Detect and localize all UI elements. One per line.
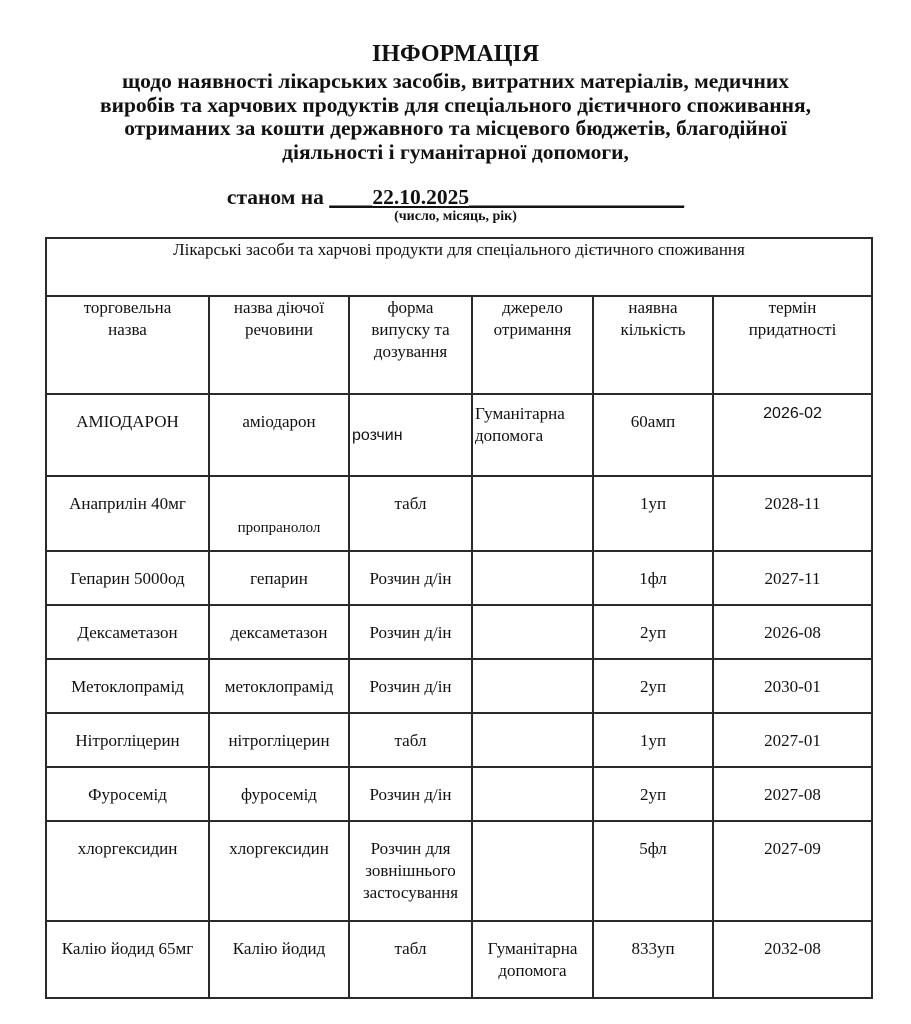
column-header-expiry: термін придатності: [713, 296, 872, 394]
table-row: [46, 767, 872, 821]
column-header-substance: назва діючої речовини: [209, 296, 349, 394]
cell-substance: Калію йодид: [209, 921, 349, 998]
cell-trade-name: хлоргексидин: [46, 821, 209, 921]
table-row: [46, 394, 872, 476]
cell-trade-name: Нітрогліцерин: [46, 713, 209, 767]
cell-trade-name: Фуросемід: [46, 767, 209, 821]
date-prefix: станом на: [226, 185, 330, 209]
table-row: [46, 659, 872, 713]
cell-source: [472, 605, 593, 659]
column-header-row: [46, 296, 872, 394]
cell-trade-name: АМІОДАРОН: [46, 394, 209, 476]
subtitle-line: виробів та харчових продуктів для спеціального дієтичного споживання,: [99, 92, 812, 117]
cell-substance: нітрогліцерин: [209, 713, 349, 767]
cell-substance: фуросемід: [209, 767, 349, 821]
table-row: [46, 921, 872, 998]
cell-quantity: 1уп: [593, 713, 713, 767]
document-subtitle: [0, 70, 911, 164]
cell-source: [472, 551, 593, 605]
cell-expiry: 2028-11: [713, 476, 872, 551]
table-row: [46, 476, 872, 551]
cell-quantity: 1уп: [593, 476, 713, 551]
document-title: ІНФОРМАЦІЯ: [371, 41, 540, 67]
cell-expiry: 2027-08: [713, 767, 872, 821]
cell-source: [472, 476, 593, 551]
cell-substance: метоклопрамід: [209, 659, 349, 713]
cell-expiry: 2030-01: [713, 659, 872, 713]
column-header-trade-name: торговельна назва: [46, 296, 209, 394]
cell-source: [472, 659, 593, 713]
cell-substance: дексаметазон: [209, 605, 349, 659]
table-row: [46, 713, 872, 767]
cell-expiry: 2027-01: [713, 713, 872, 767]
date-caption: (число, місяць, рік): [394, 209, 517, 224]
cell-form: розчин: [349, 394, 472, 476]
date-field: ____22.10.2025____________________: [329, 185, 685, 209]
date-value: 22.10.2025: [372, 185, 470, 209]
cell-source: Гуманітарна допомога: [472, 394, 593, 476]
table-row: [46, 821, 872, 921]
cell-quantity: 2уп: [593, 659, 713, 713]
cell-expiry: 2027-11: [713, 551, 872, 605]
cell-quantity: 833уп: [593, 921, 713, 998]
column-header-quantity: наявна кількість: [593, 296, 713, 394]
cell-quantity: 60амп: [593, 394, 713, 476]
cell-trade-name: Гепарин 5000од: [46, 551, 209, 605]
column-header-source: джерело отримання: [472, 296, 593, 394]
cell-form: Розчин д/ін: [349, 659, 472, 713]
cell-source: Гуманітарна допомога: [472, 921, 593, 998]
cell-source: [472, 713, 593, 767]
cell-trade-name: Дексаметазон: [46, 605, 209, 659]
section-header-row: [46, 238, 872, 296]
column-header-form: форма випуску та дозування: [349, 296, 472, 394]
cell-source: [472, 821, 593, 921]
cell-form: табл: [349, 921, 472, 998]
cell-expiry: 2032-08: [713, 921, 872, 998]
cell-quantity: 5фл: [593, 821, 713, 921]
cell-form: Розчин для зовнішнього застосування: [349, 821, 472, 921]
cell-quantity: 1фл: [593, 551, 713, 605]
cell-trade-name: Метоклопрамід: [46, 659, 209, 713]
cell-form: Розчин д/ін: [349, 767, 472, 821]
date-line: [0, 185, 911, 209]
subtitle-line: діяльності і гуманітарної допомоги,: [282, 139, 629, 164]
subtitle-line: отриманих за кошти державного та місцевого бюджетів, благодійної: [124, 116, 787, 140]
table-row: [46, 605, 872, 659]
cell-quantity: 2уп: [593, 767, 713, 821]
cell-source: [472, 767, 593, 821]
cell-expiry: 2027-09: [713, 821, 872, 921]
cell-form: табл: [349, 713, 472, 767]
section-title: Лікарські засоби та харчові продукти для спеціального дієтичного споживання: [46, 238, 872, 296]
cell-form: табл: [349, 476, 472, 551]
cell-trade-name: Анаприлін 40мг: [46, 476, 209, 551]
cell-form: Розчин д/ін: [349, 605, 472, 659]
cell-expiry: 2026-08: [713, 605, 872, 659]
subtitle-line: щодо наявності лікарських засобів, витратних матеріалів, медичних: [122, 69, 789, 93]
cell-substance: гепарин: [209, 551, 349, 605]
medicines-table: [45, 237, 873, 999]
cell-substance: аміодарон: [209, 394, 349, 476]
cell-substance: хлоргексидин: [209, 821, 349, 921]
table-row: [46, 551, 872, 605]
cell-quantity: 2уп: [593, 605, 713, 659]
cell-form: Розчин д/ін: [349, 551, 472, 605]
cell-expiry: 2026-02: [713, 394, 872, 476]
cell-substance: пропранолол: [209, 476, 349, 551]
cell-trade-name: Калію йодид 65мг: [46, 921, 209, 998]
